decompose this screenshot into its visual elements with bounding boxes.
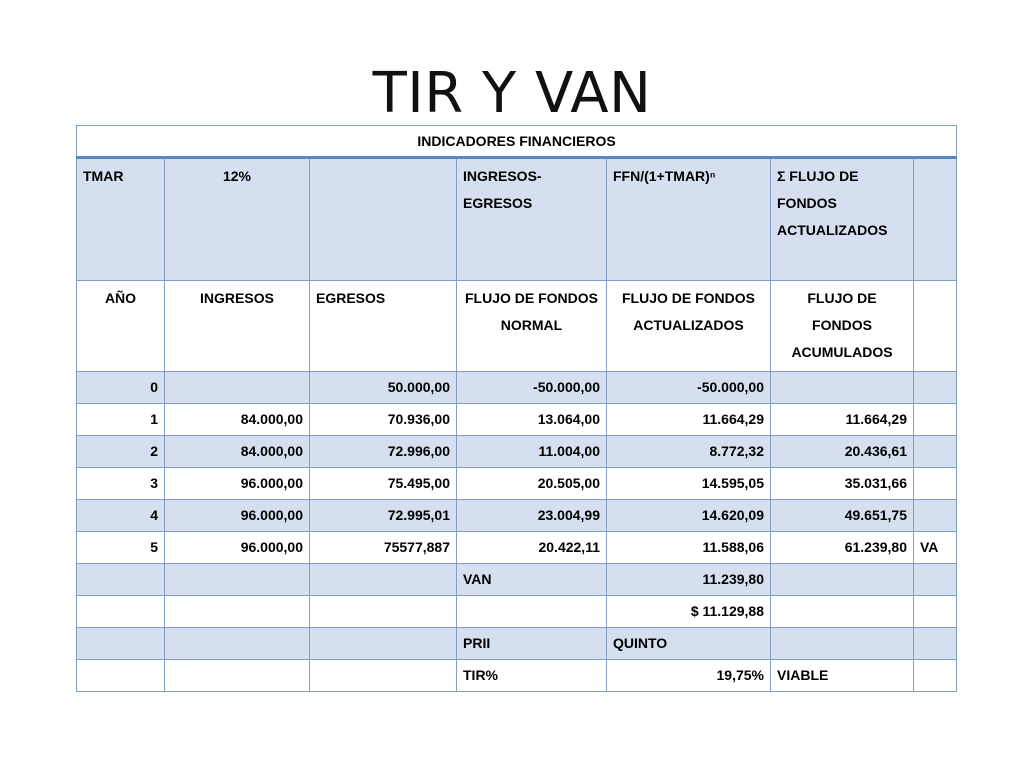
formula-label: FFN/(1+TMAR)ⁿ [607, 158, 771, 281]
tir-result: VIABLE [771, 660, 914, 692]
empty-cell [914, 281, 957, 372]
cell-flujo-normal: 11.004,00 [457, 436, 607, 468]
table-row [77, 500, 957, 532]
van-dollar-value: $ 11.129,88 [607, 596, 771, 628]
col-header-ano: AÑO [77, 281, 165, 372]
column-header-row [77, 281, 957, 372]
prii-label: PRII [457, 628, 607, 660]
cell-egresos: 50.000,00 [310, 372, 457, 404]
cell-extra [914, 500, 957, 532]
cell-ingresos: 96.000,00 [165, 532, 310, 564]
col-header-ingresos: INGRESOS [165, 281, 310, 372]
col-header-flujo-actualizados: FLUJO DE FONDOS ACTUALIZADOS [607, 281, 771, 372]
cell-extra [914, 372, 957, 404]
cell-flujo-acumulados: 35.031,66 [771, 468, 914, 500]
cell-flujo-actualizados: 11.588,06 [607, 532, 771, 564]
cell-ano: 1 [77, 404, 165, 436]
cell-flujo-normal: 13.064,00 [457, 404, 607, 436]
cell-flujo-actualizados: 8.772,32 [607, 436, 771, 468]
ingresos-egresos-label: INGRESOS- EGRESOS [457, 158, 607, 281]
van-dollar-row [77, 596, 957, 628]
cell-flujo-normal: -50.000,00 [457, 372, 607, 404]
col-header-egresos: EGRESOS [310, 281, 457, 372]
tir-row [77, 660, 957, 692]
cell-flujo-normal: 20.505,00 [457, 468, 607, 500]
tmar-row [77, 158, 957, 281]
cell-ano: 2 [77, 436, 165, 468]
cell-ingresos: 96.000,00 [165, 500, 310, 532]
cell-ano: 3 [77, 468, 165, 500]
empty-cell [771, 628, 914, 660]
empty-cell [914, 628, 957, 660]
prii-value: QUINTO [607, 628, 771, 660]
table-row [77, 436, 957, 468]
cell-extra [914, 436, 957, 468]
empty-cell [77, 660, 165, 692]
cell-flujo-actualizados: 14.620,09 [607, 500, 771, 532]
table-row [77, 468, 957, 500]
empty-cell [77, 628, 165, 660]
cell-ingresos: 84.000,00 [165, 436, 310, 468]
table-header: INDICADORES FINANCIEROS [77, 126, 957, 158]
col-header-flujo-normal: FLUJO DE FONDOS NORMAL [457, 281, 607, 372]
table-row [77, 404, 957, 436]
cell-flujo-normal: 20.422,11 [457, 532, 607, 564]
empty-cell [165, 596, 310, 628]
cell-ano: 0 [77, 372, 165, 404]
empty-cell [310, 596, 457, 628]
empty-cell [77, 564, 165, 596]
empty-cell [771, 596, 914, 628]
empty-cell [914, 158, 957, 281]
cell-ingresos: 84.000,00 [165, 404, 310, 436]
empty-cell [914, 596, 957, 628]
tir-value: 19,75% [607, 660, 771, 692]
sum-label: Σ FLUJO DE FONDOS ACTUALIZADOS [771, 158, 914, 281]
prii-row [77, 628, 957, 660]
cell-flujo-actualizados: 14.595,05 [607, 468, 771, 500]
cell-flujo-acumulados: 49.651,75 [771, 500, 914, 532]
table-row [77, 532, 957, 564]
cell-flujo-acumulados: 11.664,29 [771, 404, 914, 436]
cell-va-label: VA [914, 532, 957, 564]
cell-flujo-actualizados: -50.000,00 [607, 372, 771, 404]
empty-cell [165, 660, 310, 692]
cell-flujo-acumulados [771, 372, 914, 404]
van-value: 11.239,80 [607, 564, 771, 596]
cell-flujo-acumulados: 61.239,80 [771, 532, 914, 564]
cell-ano: 5 [77, 532, 165, 564]
empty-cell [457, 596, 607, 628]
tmar-value: 12% [165, 158, 310, 281]
tir-label: TIR% [457, 660, 607, 692]
cell-ingresos: 96.000,00 [165, 468, 310, 500]
cell-flujo-actualizados: 11.664,29 [607, 404, 771, 436]
empty-cell [165, 564, 310, 596]
tmar-label: TMAR [77, 158, 165, 281]
empty-cell [310, 564, 457, 596]
empty-cell [310, 158, 457, 281]
cell-ingresos [165, 372, 310, 404]
page-title: TIR Y VAN [372, 61, 652, 126]
cell-extra [914, 404, 957, 436]
empty-cell [310, 660, 457, 692]
table-header-row [77, 126, 957, 158]
cell-flujo-acumulados: 20.436,61 [771, 436, 914, 468]
cell-ano: 4 [77, 500, 165, 532]
col-header-flujo-acumulados: FLUJO DE FONDOS ACUMULADOS [771, 281, 914, 372]
cell-egresos: 75.495,00 [310, 468, 457, 500]
cell-extra [914, 468, 957, 500]
empty-cell [914, 660, 957, 692]
cell-egresos: 75577,887 [310, 532, 457, 564]
empty-cell [771, 564, 914, 596]
cell-egresos: 70.936,00 [310, 404, 457, 436]
van-label: VAN [457, 564, 607, 596]
empty-cell [914, 564, 957, 596]
table-row [77, 372, 957, 404]
van-row [77, 564, 957, 596]
empty-cell [310, 628, 457, 660]
cell-egresos: 72.996,00 [310, 436, 457, 468]
cell-egresos: 72.995,01 [310, 500, 457, 532]
financial-indicators-table [76, 125, 957, 692]
empty-cell [165, 628, 310, 660]
cell-flujo-normal: 23.004,99 [457, 500, 607, 532]
empty-cell [77, 596, 165, 628]
